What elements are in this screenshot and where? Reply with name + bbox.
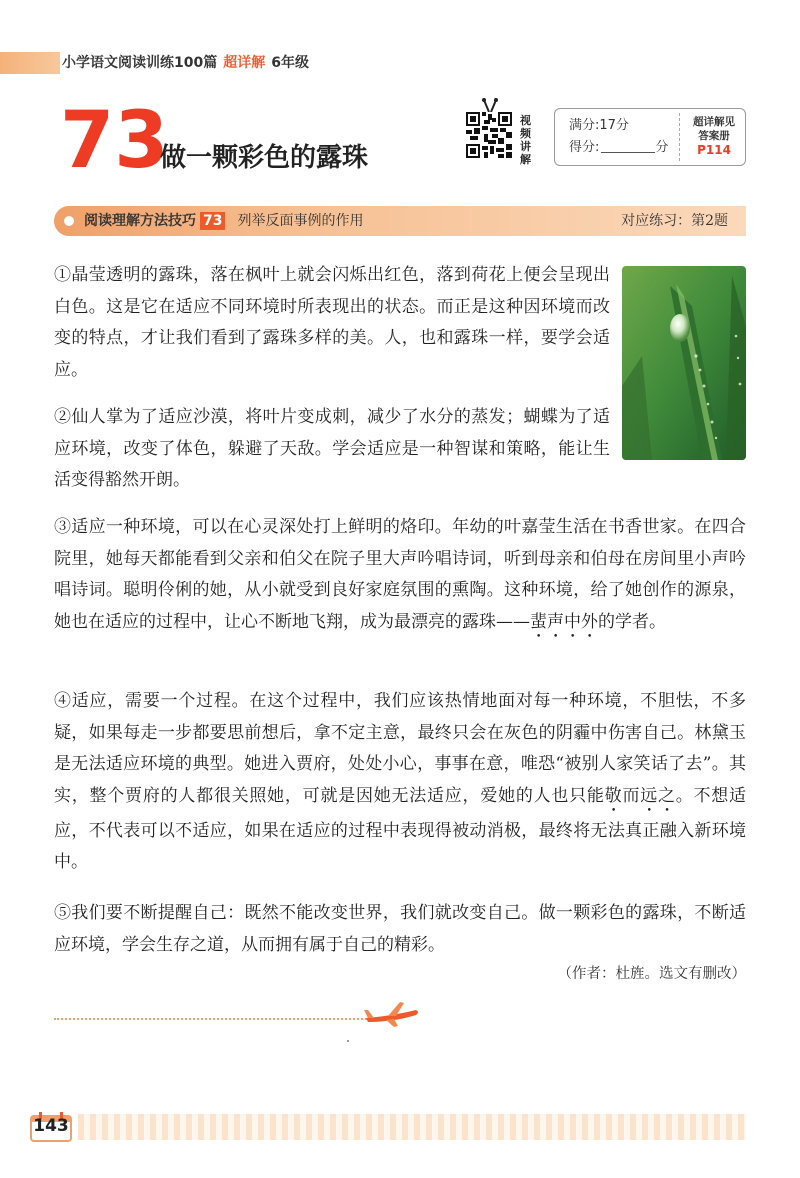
paragraph-3-end: 的学者。 [598, 611, 666, 632]
answer-reference [685, 115, 743, 157]
paragraph-2: ②仙人掌为了适应沙漠，将叶片变成刺，减少了水分的蒸发；蝴蝶为了适应环境，改变了体色，躲避了天敌。学会适应是一种智谋和策略，能让生活变得豁然开朗。 [54, 407, 610, 490]
edition-label: 超详解 [223, 55, 266, 71]
emphasis-jing: 敬 [604, 785, 623, 806]
airplane-icon [364, 998, 420, 1028]
answer-ref-page: P114 [697, 143, 731, 157]
method-label: 阅读理解方法技巧 [84, 213, 196, 229]
emphasis-yuanzhi: 远之 [640, 785, 676, 806]
method-bar [54, 206, 746, 236]
speck [347, 1040, 349, 1042]
score-unit: 分 [655, 140, 669, 155]
header-strip [0, 52, 60, 74]
bullet-dot-icon [64, 216, 74, 226]
dewdrop-photo [622, 266, 746, 460]
answer-ref-line1: 超详解见 [693, 116, 735, 128]
video-explain-label: 视频讲解 [520, 114, 531, 166]
method-number: 73 [200, 212, 225, 230]
method-topic: 列举反面事例的作用 [237, 213, 364, 229]
qr-code-icon[interactable] [466, 112, 512, 158]
score-row [569, 137, 668, 159]
full-score: 满分:17分 [569, 118, 629, 133]
paragraph-4 [54, 686, 746, 879]
series-name: 小学语文阅读训练100篇 [62, 55, 218, 71]
paragraph-4-mid: 而 [622, 785, 641, 806]
grade-label: 6年级 [271, 55, 309, 71]
emphasis-feisheng: 蜚声中外 [530, 611, 598, 632]
paragraph-4-end: 。不想适应，不代表可以不适应，如果在适应的过程中表现得被动消极，最终将无法真正融入新环境中。 [54, 785, 747, 872]
ticket-divider [679, 113, 680, 161]
practice-reference: 对应练习：第2题 [621, 213, 728, 229]
paragraph-3-text: ③适应一种环境，可以在心灵深处打上鲜明的烙印。年幼的叶嘉莹生活在书香世家。在四合院里，她每天都能看到父亲和伯父在院子里大声吟唱诗词，听到母亲和伯母在房间里小声吟唱诗词。聪明伶俐的她，从小就受到良好家庭氛围的熏陶。这种环境，给了她创作的源泉，她也在适应的过程中，让心不断地飞翔，成为最漂亮的露珠—— [54, 517, 746, 632]
score-info [569, 115, 668, 159]
score-ticket [554, 108, 746, 166]
series-title [62, 52, 309, 74]
score-label: 得分: [569, 140, 600, 155]
paragraph-3 [54, 512, 746, 642]
score-blank[interactable] [601, 138, 655, 153]
page-number: 143 [33, 1116, 69, 1136]
paragraph-5: ⑤我们要不断提醒自己：既然不能改变世界，我们就改变自己。做一颗彩色的露珠，不断适应环境，学会生存之道，从而拥有属于自己的精彩。 [54, 903, 746, 955]
paragraph-4-text: ④适应，需要一个过程。在这个过程中，我们应该热情地面对每一种环境，不胆怯，不多疑，如果每走一步都要思前想后，拿不定主意，最终只会在灰色的阴霾中伤害自己。林黛玉是无法适应环境的典型。她进入贾府，处处小心，事事在意，唯恐“被别人家笑话了去”。其实，整个贾府的人都很关照她，可就是因她无法适应，爱她的人也只能 [54, 691, 746, 806]
method-title [84, 206, 363, 236]
chapter-title: 做一颗彩色的露珠 [160, 143, 369, 173]
paragraph-1: ①晶莹透明的露珠，落在枫叶上就会闪烁出红色，落到荷花上便会呈现出白色。这是它在适应不同环境时所表现出的状态。而正是这种因环境而改变的特点，才让我们看到了露珠多样的美。人，也和露珠一样，要学会适应。 [54, 265, 610, 380]
dotted-divider [54, 1018, 374, 1020]
chapter-number: 73 [60, 96, 169, 186]
answer-ref-line2: 答案册 [698, 130, 730, 142]
author-credit: （作者：杜旌。选文有删改） [557, 966, 746, 982]
footer-stripes [78, 1114, 746, 1140]
